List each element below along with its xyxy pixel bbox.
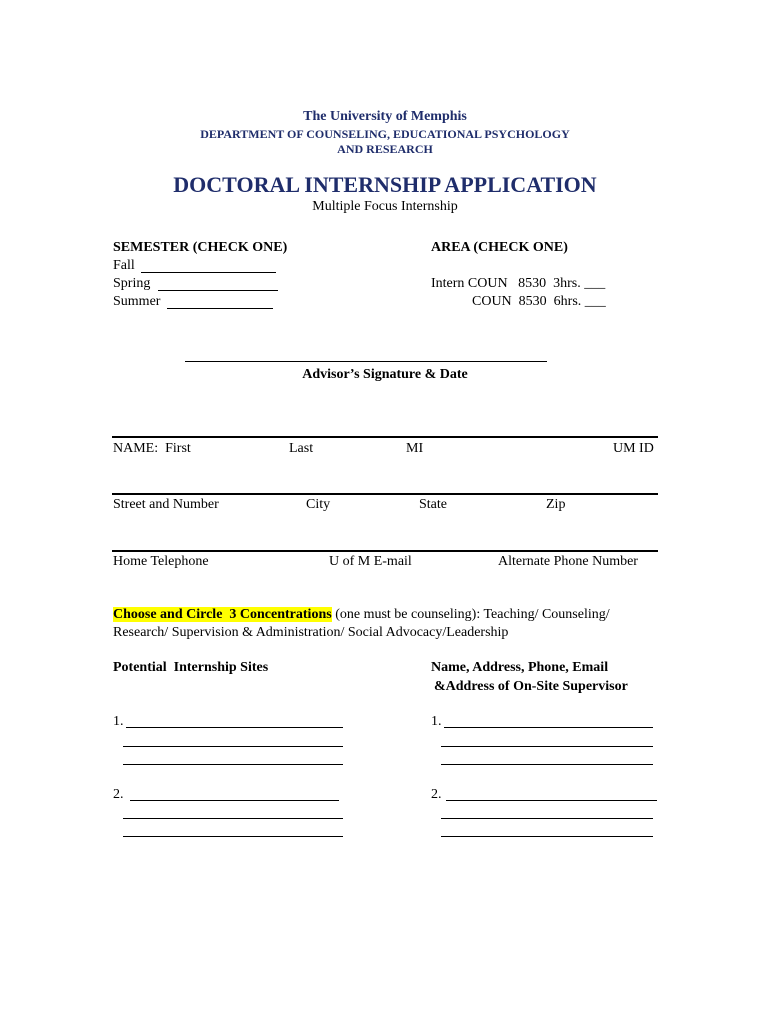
home-telephone-label: Home Telephone xyxy=(113,554,209,569)
spring-check-line[interactable] xyxy=(158,290,278,291)
street-label: Street and Number xyxy=(113,497,219,512)
site-2-line-1[interactable] xyxy=(130,800,339,801)
alternate-phone-label: Alternate Phone Number xyxy=(498,554,638,569)
concentrations-highlight: Choose and Circle 3 Concentrations xyxy=(113,607,332,622)
advisor-signature-label: Advisor’s Signature & Date xyxy=(302,367,468,382)
supervisor-2-line-3[interactable] xyxy=(441,836,653,837)
site-1-line-3[interactable] xyxy=(123,764,343,765)
concentrations-rest: (one must be counseling): Teaching/ Counseling/ xyxy=(331,607,610,622)
supervisor-1-line-2[interactable] xyxy=(441,746,653,747)
supervisor-heading-line-2: &Address of On-Site Supervisor xyxy=(434,679,628,694)
semester-option-fall: Fall xyxy=(113,258,135,273)
supervisor-1-line-3[interactable] xyxy=(441,764,653,765)
fall-check-line[interactable] xyxy=(141,272,276,273)
supervisor-2-number: 2. xyxy=(431,787,442,802)
middle-initial-label: MI xyxy=(406,441,424,456)
first-name-label: NAME: First xyxy=(113,441,191,456)
zip-label: Zip xyxy=(546,497,566,512)
site-1-line-2[interactable] xyxy=(123,746,343,747)
area-heading: AREA (CHECK ONE) xyxy=(431,240,568,255)
um-id-label: UM ID xyxy=(613,441,654,456)
site-2-number: 2. xyxy=(113,787,124,802)
site-2-line-3[interactable] xyxy=(123,836,343,837)
supervisor-1-line-1[interactable] xyxy=(444,727,653,728)
sites-heading: Potential Internship Sites xyxy=(113,660,269,675)
concentrations-line-2: Research/ Supervision & Administration/ Social Advocacy/Leadership xyxy=(113,625,509,640)
state-label: State xyxy=(419,497,447,512)
contact-entry-line[interactable] xyxy=(112,550,658,552)
university-name: The University of Memphis xyxy=(303,109,467,124)
department-line-2: AND RESEARCH xyxy=(337,142,433,156)
name-entry-line[interactable] xyxy=(112,436,658,438)
address-entry-line[interactable] xyxy=(112,493,658,495)
concentrations-line-1 xyxy=(113,607,610,623)
semester-option-spring: Spring xyxy=(113,276,151,291)
supervisor-2-line-1[interactable] xyxy=(446,800,657,801)
supervisor-1-number: 1. xyxy=(431,714,442,729)
department-line-1: DEPARTMENT OF COUNSELING, EDUCATIONAL PSYCHOLOGY xyxy=(200,127,570,141)
form-subtitle: Multiple Focus Internship xyxy=(312,199,458,214)
email-label: U of M E-mail xyxy=(329,554,412,569)
semester-heading: SEMESTER (CHECK ONE) xyxy=(113,240,288,255)
semester-option-summer: Summer xyxy=(113,294,161,309)
area-option-3hrs[interactable]: Intern COUN 8530 3hrs. ___ xyxy=(431,276,606,291)
form-title: DOCTORAL INTERNSHIP APPLICATION xyxy=(173,172,597,197)
site-1-number: 1. xyxy=(113,714,124,729)
area-option-6hrs[interactable]: COUN 8530 6hrs. ___ xyxy=(472,294,606,309)
site-1-line-1[interactable] xyxy=(126,727,343,728)
city-label: City xyxy=(306,497,331,512)
advisor-signature-line[interactable] xyxy=(185,361,547,362)
last-name-label: Last xyxy=(289,441,314,456)
summer-check-line[interactable] xyxy=(167,308,273,309)
supervisor-heading-line-1: Name, Address, Phone, Email xyxy=(431,660,609,675)
site-2-line-2[interactable] xyxy=(123,818,343,819)
supervisor-2-line-2[interactable] xyxy=(441,818,653,819)
